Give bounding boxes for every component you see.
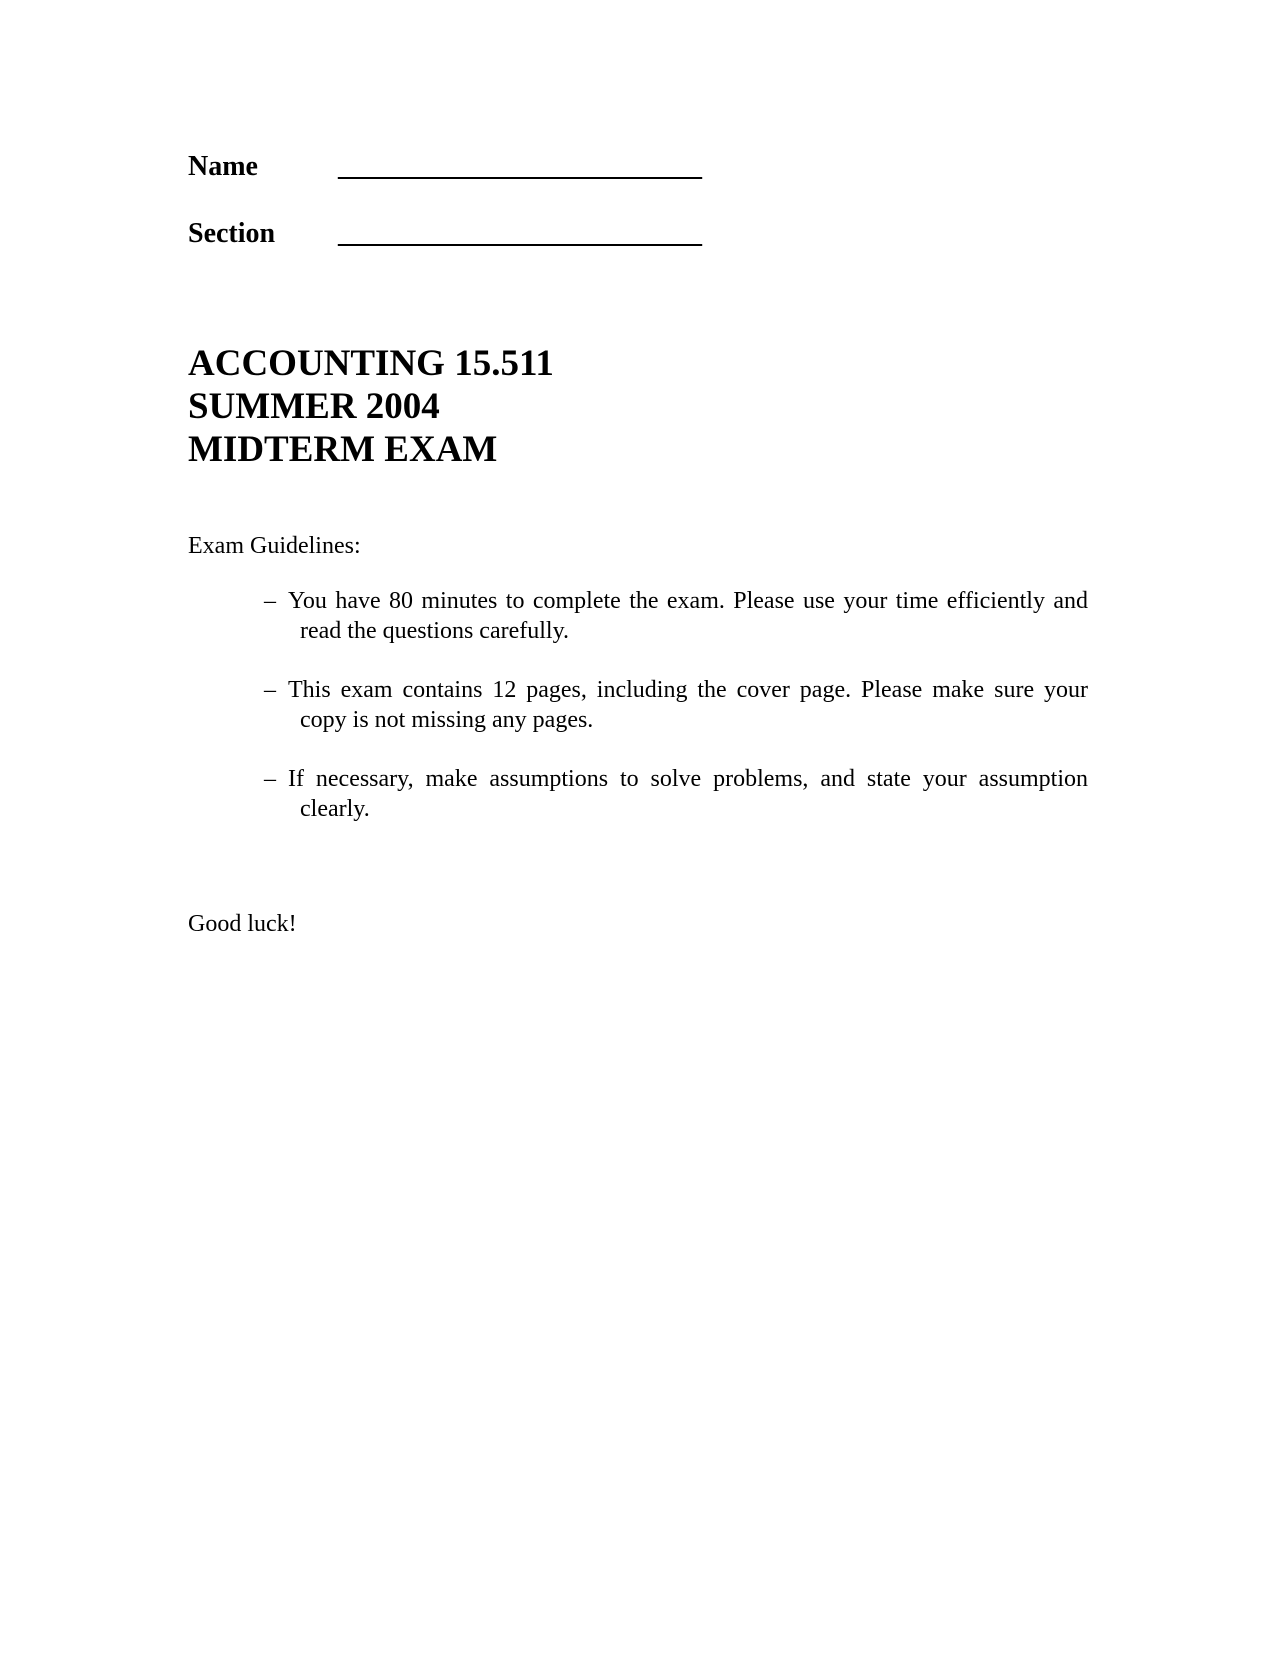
guidelines-heading: Exam Guidelines: xyxy=(188,533,361,559)
guidelines-list xyxy=(264,586,1088,853)
section-label: Section xyxy=(188,218,276,249)
dash-bullet: – xyxy=(264,677,276,703)
exam-type-title: MIDTERM EXAM xyxy=(188,429,498,470)
guideline-item xyxy=(264,675,1088,735)
guideline-text: This exam contains 12 pages, including the cover page. Please make sure your copy is not missing any pages. xyxy=(288,677,1088,733)
name-blank-line: __________________________ xyxy=(338,151,702,182)
guideline-item xyxy=(264,764,1088,824)
guideline-item xyxy=(264,586,1088,646)
guideline-text: You have 80 minutes to complete the exam. Please use your time efficiently and read the questions carefully. xyxy=(288,588,1088,644)
name-field-row xyxy=(188,150,702,184)
section-blank-line: __________________________ xyxy=(338,218,702,249)
dash-bullet: – xyxy=(264,588,276,614)
guideline-text: If necessary, make assumptions to solve problems, and state your assumption clearly. xyxy=(288,766,1088,822)
closing-message: Good luck! xyxy=(188,911,297,937)
name-label: Name xyxy=(188,151,258,182)
term-title: SUMMER 2004 xyxy=(188,386,440,427)
course-title: ACCOUNTING 15.511 xyxy=(188,343,554,384)
exam-title xyxy=(188,342,554,471)
section-field-row xyxy=(188,217,702,251)
dash-bullet: – xyxy=(264,766,276,792)
